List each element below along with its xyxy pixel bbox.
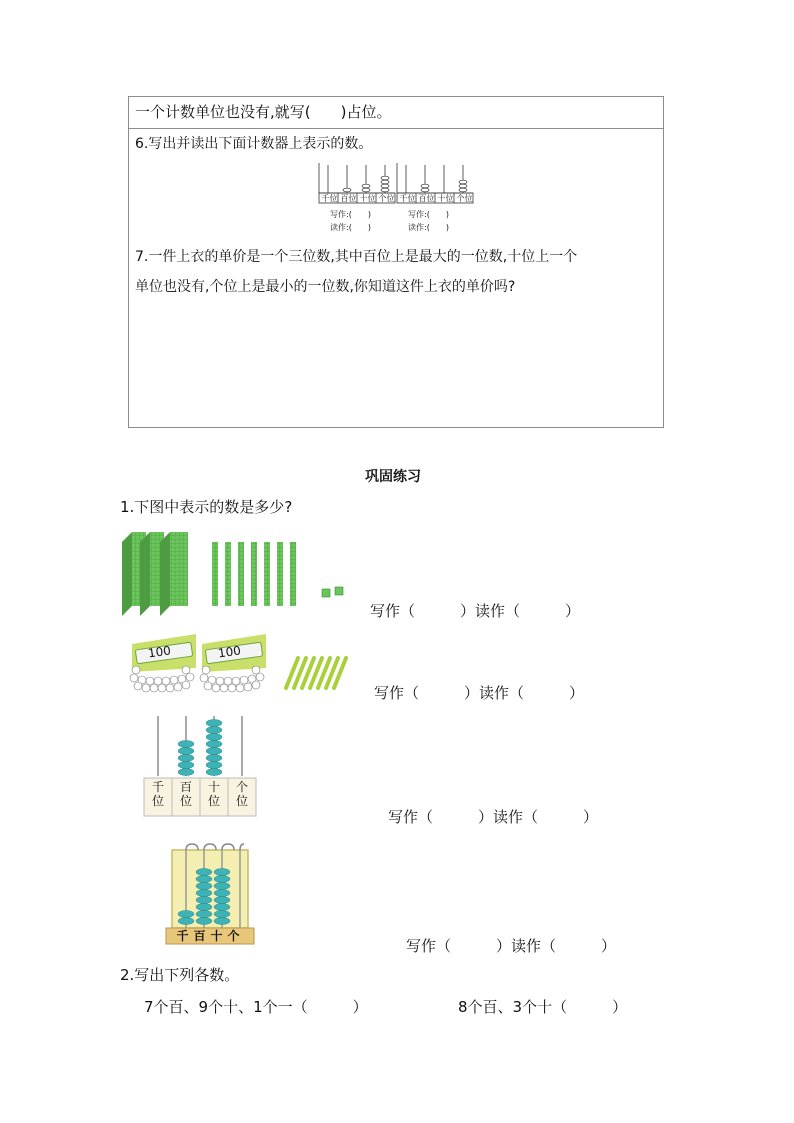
counter-b-write: 写作:( ) [408, 210, 449, 219]
counter-a-label: 百位 [340, 194, 357, 203]
q1-title: 1.下图中表示的数是多少? [120, 498, 293, 516]
counter-a-read: 读作:( ) [330, 223, 371, 232]
abacus-1-label: 十位 [208, 780, 221, 808]
counter-b-read: 读作:( ) [408, 223, 449, 232]
bundle-label-2: 100 [217, 643, 242, 661]
counter-b-label: 个位 [456, 194, 473, 203]
question-7-line2: 单位也没有,个位上是最小的一位数,你知道这件上衣的单价吗? [135, 279, 516, 295]
question-6: 6.写出并读出下面计数器上表示的数。 [135, 136, 373, 152]
section-title: 巩固练习 [365, 469, 421, 485]
abacus-1-label: 百位 [180, 780, 193, 808]
q2-item-1: 7个百、9个十、1个一（ ） [144, 998, 368, 1016]
q1-row1-answer: 写作（ ）读作（ ） [370, 602, 581, 620]
abacus-2-label: 千 [176, 929, 189, 943]
abacus-2-label: 十 [210, 929, 223, 943]
q1-row4-answer: 写作（ ）读作（ ） [406, 937, 617, 955]
q2-title: 2.写出下列各数。 [120, 966, 240, 984]
abacus-1-label: 千位 [152, 780, 165, 808]
bundle-label-1: 100 [147, 643, 172, 661]
ten-rods-icon [212, 542, 296, 606]
unit-cubes-icon [322, 587, 343, 597]
q2-item-2: 8个百、3个十（ ） [458, 998, 628, 1016]
counter-b-label: 十位 [437, 194, 454, 203]
abacus-1-labels [144, 780, 256, 808]
abacus-2-labels [174, 929, 242, 943]
q1-row2-answer: 写作（ ）读作（ ） [374, 684, 585, 702]
stick-bundles-icon [126, 628, 356, 694]
counter-a-write: 写作:( ) [330, 210, 371, 219]
abacus-2-label: 百 [193, 929, 206, 943]
box-divider [129, 128, 663, 129]
counter-a-label: 个位 [378, 194, 395, 203]
question-7-line1: 7.一件上衣的单价是一个三位数,其中百位上是最大的一位数,十位上一个 [135, 249, 578, 265]
counter-a-label: 十位 [359, 194, 376, 203]
zero-placeholder-text: 一个计数单位也没有,就写( )占位。 [135, 103, 392, 121]
q1-row3-answer: 写作（ ）读作（ ） [388, 808, 599, 826]
counter-a-labels [320, 194, 396, 204]
counter-b-label: 百位 [418, 194, 435, 203]
counter-a-label: 千位 [321, 194, 338, 203]
abacus-1-label: 个位 [236, 780, 249, 808]
abacus-2-label: 个 [227, 929, 240, 943]
counter-b-label: 千位 [399, 194, 416, 203]
hundred-flats-icon [120, 528, 360, 618]
question-box [128, 96, 664, 428]
counter-b-labels [398, 194, 474, 204]
